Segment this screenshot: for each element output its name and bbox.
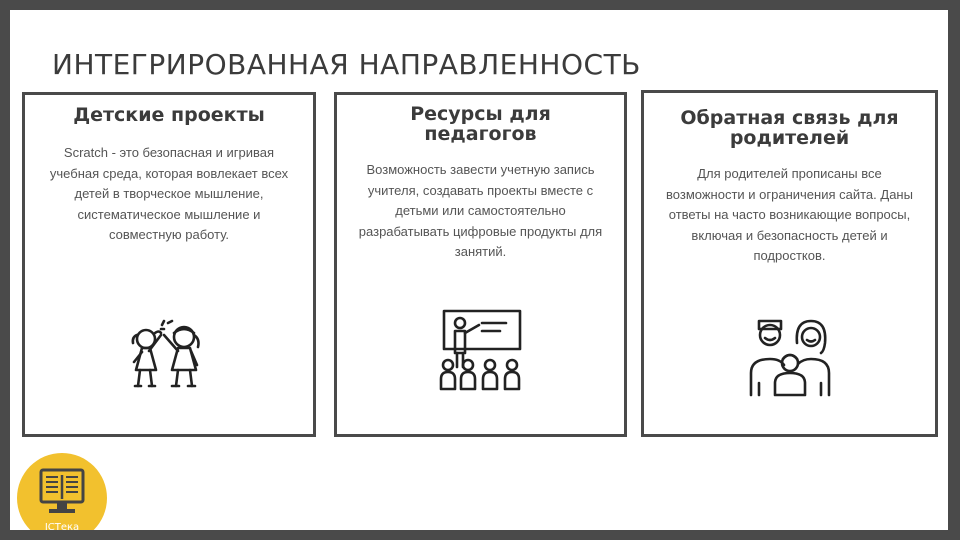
card-text: Для родителей прописаны все возможности и ограничения сайта. Даны ответы на часто возникающие вопросы, включая и безопасность детей и подростков. — [666, 166, 913, 263]
book-monitor-icon — [17, 453, 107, 530]
card-text: Scratch - это безопасная и игривая учебная среда, которая вовлекает всех детей в творческое мышление, систематическое мышление и совместную работу. — [49, 145, 289, 242]
ictaka-logo — [17, 453, 107, 530]
page-title: ИНТЕГРИРОВАННАЯ НАПРАВЛЕННОСТЬ — [52, 48, 641, 81]
kids-high-five-icon — [124, 315, 214, 410]
card-teacher-resources — [334, 92, 627, 437]
logo-label: ICТека — [44, 522, 80, 530]
slide — [10, 10, 948, 530]
card-title: Детские проекты — [73, 104, 265, 126]
teacher-presentation-icon — [436, 305, 526, 400]
family-icon — [745, 309, 835, 404]
card-text: Возможность завести учетную запись учителя, создавать проекты вместе с детьми или самостоятельно разрабатывать цифровые продукты для занятий. — [358, 162, 603, 259]
card-parent-feedback — [641, 90, 938, 437]
card-kids-projects — [22, 92, 316, 437]
card-title: Ресурсы для педагогов — [410, 103, 551, 145]
card-title: Обратная связь для родителей — [680, 107, 899, 149]
